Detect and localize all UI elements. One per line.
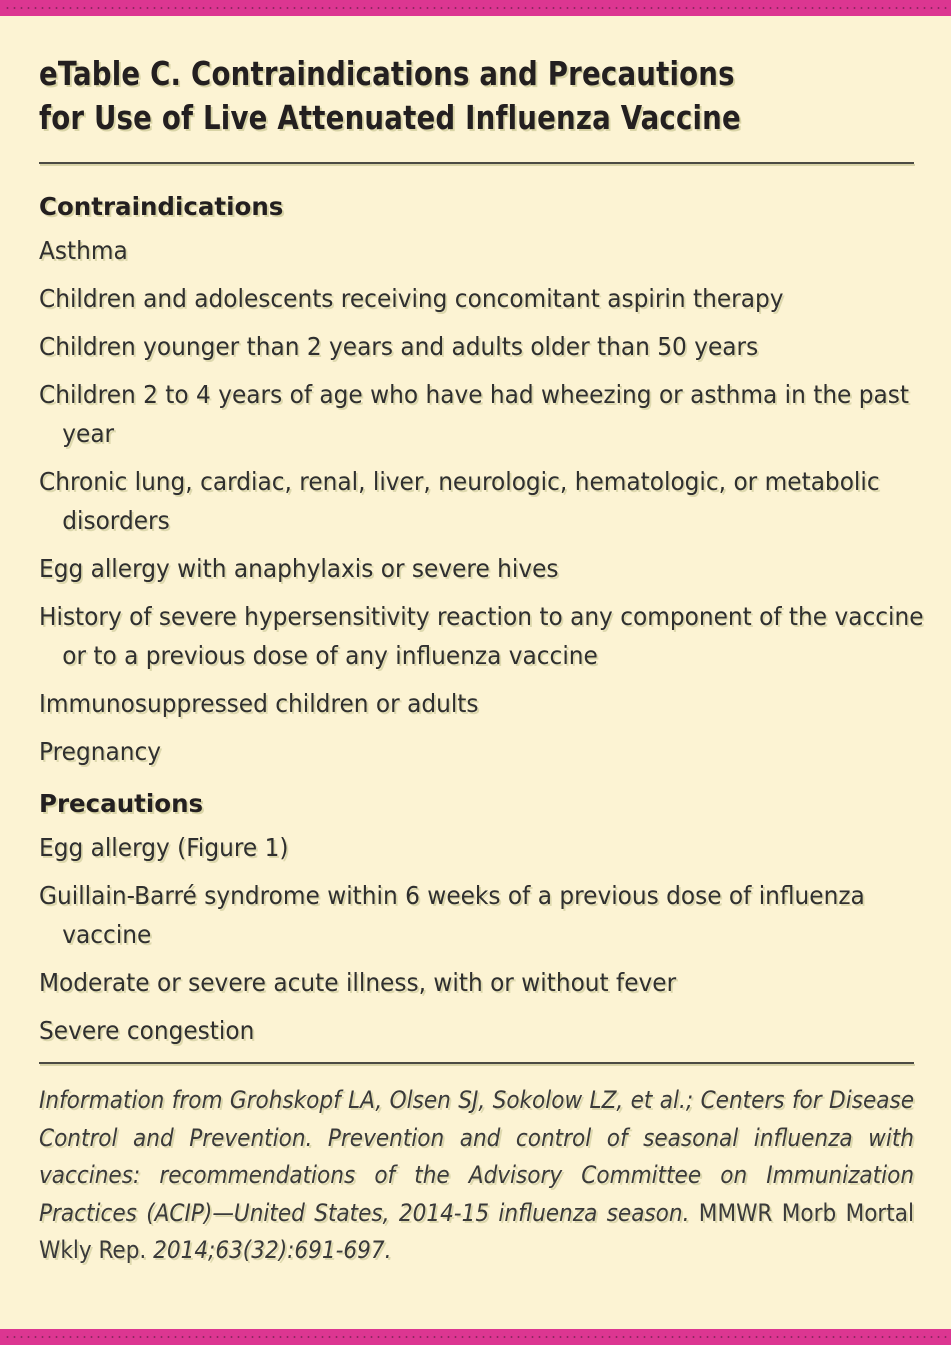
source-citation (39, 1082, 914, 1270)
etable-panel (39, 16, 924, 1270)
table-title (39, 52, 913, 140)
contraindications-heading: Contraindications (39, 192, 284, 221)
table-title-line-2: for Use of Live Attenuated Influenza Vaccine (39, 98, 741, 137)
precaution-item: Egg allergy (Figure 1) (39, 833, 289, 862)
table-title-line-1: eTable C. Contraindications and Precautions (39, 54, 735, 93)
citation-journal: MMWR Morb Mortal Wkly Rep. (39, 1198, 914, 1264)
citation-text: Information from Grohskopf LA, Olsen SJ, Sokolow LZ, et al.; Centers for Disease Control and Prevention. Prevention and control of seasonal influenza with vaccines: recommendations of the Advisory Committee on Immunization Practices (ACIP)—United States, 2014-15 influenza season. (39, 1086, 914, 1227)
contraindication-item: Egg allergy with anaphylaxis or severe hives (39, 554, 559, 583)
precautions-section (39, 780, 914, 1050)
contraindication-item: Chronic lung, cardiac, renal, liver, neurologic, hematologic, or metabolic disorders (39, 467, 880, 535)
contraindication-item: Children and adolescents receiving concomitant aspirin therapy (39, 284, 784, 313)
contraindication-item: Pregnancy (39, 737, 161, 766)
title-divider (39, 162, 914, 164)
precaution-item: Guillain-Barré syndrome within 6 weeks of a previous dose of influenza vaccine (39, 881, 865, 949)
precautions-heading: Precautions (39, 789, 204, 818)
contraindication-item: History of severe hypersensitivity reaction to any component of the vaccine or to a previous dose of any influenza vaccine (39, 602, 924, 670)
bottom-accent-band (0, 1329, 951, 1345)
citation-volume-pages: 2014;63(32):691-697. (146, 1236, 392, 1264)
contraindications-section (39, 183, 924, 771)
top-accent-band (0, 0, 951, 16)
contraindication-item: Asthma (39, 236, 128, 265)
precaution-item: Severe congestion (39, 1016, 255, 1045)
contraindication-item: Children younger than 2 years and adults older than 50 years (39, 332, 759, 361)
contraindication-item: Children 2 to 4 years of age who have had wheezing or asthma in the past year (39, 380, 909, 448)
citation-divider (39, 1062, 914, 1064)
contraindication-item: Immunosuppressed children or adults (39, 689, 479, 718)
precaution-item: Moderate or severe acute illness, with or without fever (39, 968, 677, 997)
